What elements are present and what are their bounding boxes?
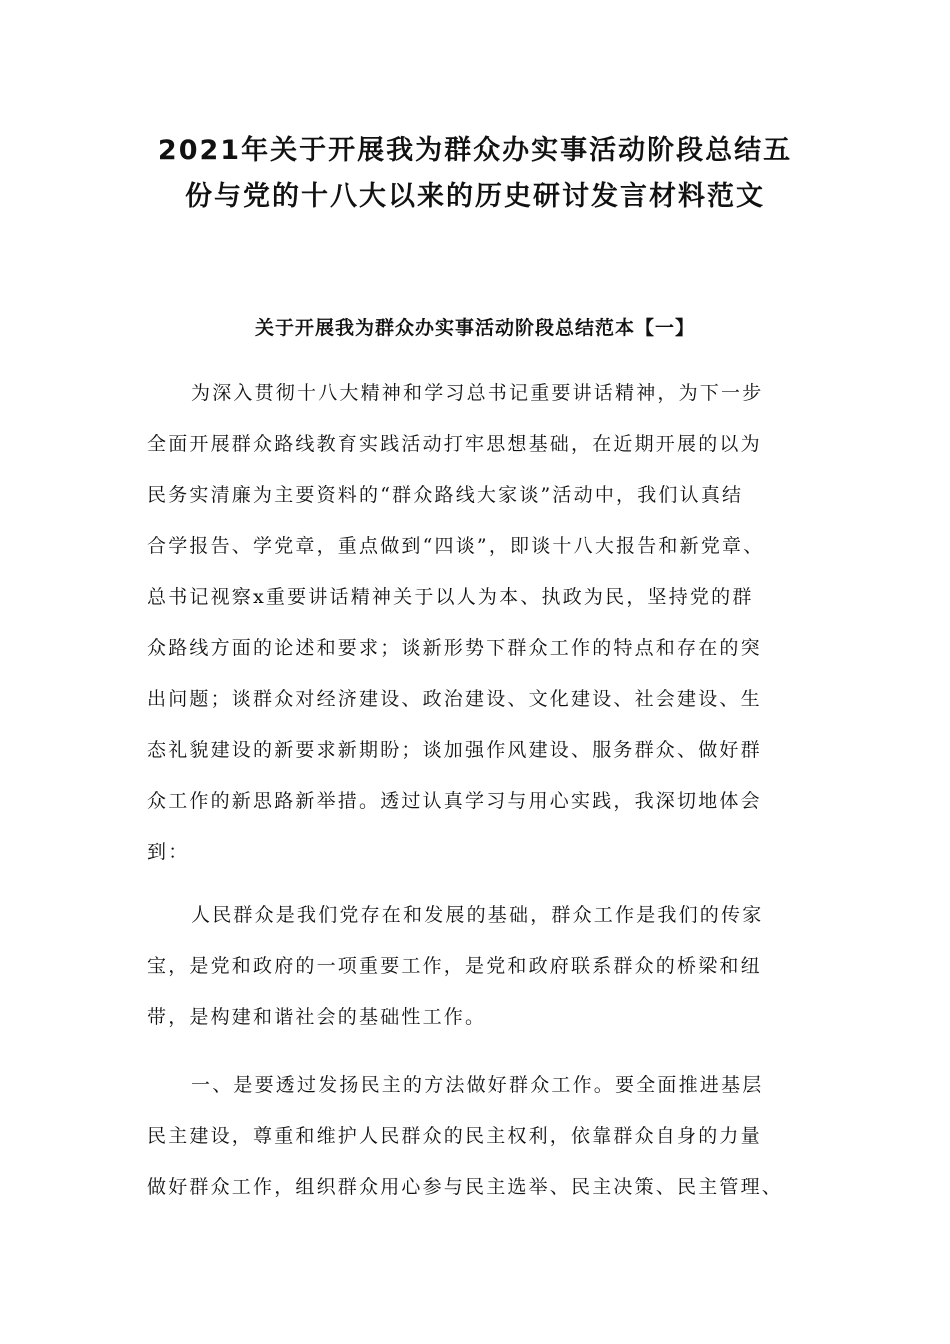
- paragraph-line: 宝，是党和政府的一项重要工作，是党和政府联系群众的桥梁和纽: [147, 955, 762, 977]
- paragraph-line: 做好群众工作，组织群众用心参与民主选举、民主决策、民主管理、: [147, 1176, 784, 1198]
- section-heading: 关于开展我为群众办实事活动阶段总结范本【一】: [254, 317, 695, 339]
- paragraph-line: 态礼貌建设的新要求新期盼；谈加强作风建设、服务群众、做好群: [147, 739, 762, 761]
- paragraph-line: 民主建设，尊重和维护人民群众的民主权利，依靠群众自身的力量: [147, 1125, 762, 1147]
- paragraph-line: 带，是构建和谐社会的基础性工作。: [147, 1006, 487, 1028]
- paragraph-line: 一、是要透过发扬民主的方法做好群众工作。要全面推进基层: [191, 1074, 764, 1096]
- paragraph-line: 合学报告、学党章，重点做到“四谈”，即谈十八大报告和新党章、: [147, 535, 765, 557]
- paragraph-line: 民务实清廉为主要资料的“群众路线大家谈”活动中，我们认真结: [147, 484, 744, 506]
- paragraph-line: 人民群众是我们党存在和发展的基础，群众工作是我们的传家: [191, 904, 764, 926]
- title-line: 2021年关于开展我为群众办实事活动阶段总结五: [157, 135, 793, 166]
- paragraph-line: 全面开展群众路线教育实践活动打牢思想基础，在近期开展的以为: [147, 433, 762, 455]
- paragraph-line: 众工作的新思路新举措。透过认真学习与用心实践，我深切地体会: [147, 790, 762, 812]
- paragraph-line: 众路线方面的论述和要求；谈新形势下群众工作的特点和存在的突: [147, 637, 762, 659]
- paragraph-line: 总书记视察x重要讲话精神关于以人为本、执政为民，坚持党的群: [147, 586, 754, 608]
- paragraph-line: 出问题；谈群众对经济建设、政治建设、文化建设、社会建设、生: [147, 688, 762, 710]
- paragraph: [147, 890, 837, 1043]
- document-title: [120, 128, 830, 220]
- paragraph-line: 为深入贯彻十八大精神和学习总书记重要讲话精神，为下一步: [191, 382, 764, 404]
- paragraph-line: 到：: [147, 841, 190, 863]
- title-line: 份与党的十八大以来的历史研讨发言材料范文: [185, 181, 765, 212]
- paragraph: [147, 368, 837, 878]
- paragraph: [147, 1060, 837, 1213]
